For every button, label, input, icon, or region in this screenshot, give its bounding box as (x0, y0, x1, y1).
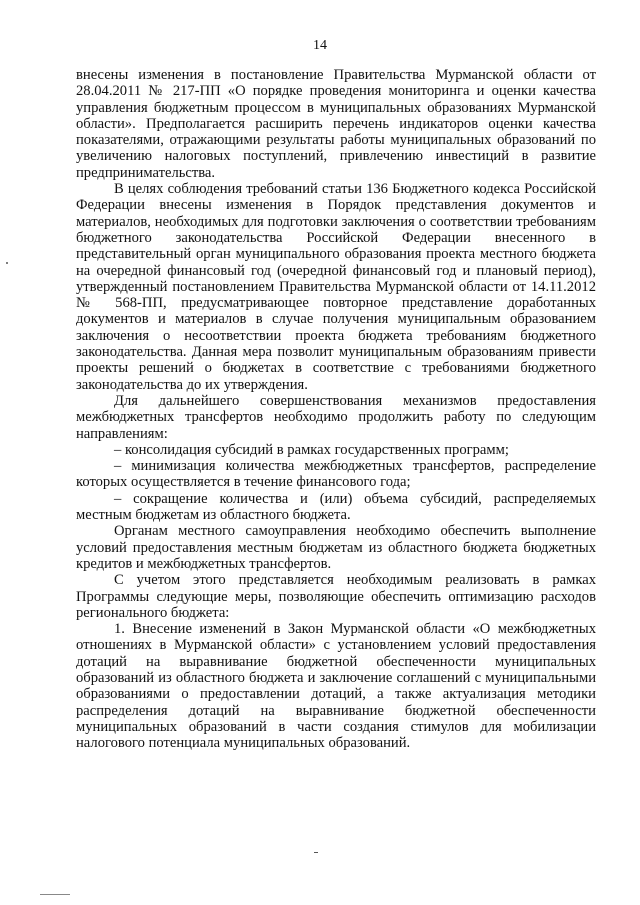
scan-artifact-dash (314, 852, 318, 853)
paragraph-budget-code: В целях соблюдения требований статьи 136 Бюджетного кодекса Российской Федерации внесены изменения в Порядок представления документов и материалов, необходимых для подготовки заключения о соответствии требованиям бюджетного законодательства Российской Федерации внесенного в представительный орган муниципального образования проекта местного бюджета на очередной финансовый год (очередной финансовый год и плановый период), утвержденный постановлением Правительства Мурманской области от 14.11.2012 № 568-ПП, предусматривающее повторное представление доработанных документов и материалов в случае получения муниципальным образованием заключения о несоответствии проекта бюджета требованиям бюджетного законодательства. Данная мера позволит муниципальным образованиям привести проекты решений о бюджетах в соответствие с требованиями бюджетного законодательства до их утверждения. (76, 181, 596, 393)
scan-artifact-mark (6, 262, 8, 264)
list-item-reduction: – сокращение количества и (или) объема субсидий, распределяемых местным бюджетам из областного бюджета. (76, 490, 596, 524)
body-text (76, 67, 596, 751)
list-item-minimization: – минимизация количества межбюджетных трансфертов, распределение которых осуществляется в течение финансового года; (76, 458, 596, 491)
paragraph-program-measures: С учетом этого представляется необходимым реализовать в рамках Программы следующие меры, позволяющие обеспечить оптимизацию расходов регионального бюджета: (76, 572, 596, 621)
paragraph-measure-1: 1. Внесение изменений в Закон Мурманской области «О межбюджетных отношениях в Мурманской области» с установлением условий предоставления дотаций на выравнивание бюджетной обеспеченности муниципальных образований из областного бюджета и заключение соглашений с муниципальными образованиями о предоставлении дотаций, а также актуализация методики распределения дотаций на выравнивание бюджетной обеспеченности муниципальных образований в части создания стимулов для мобилизации налогового потенциала муниципальных образований. (76, 621, 596, 752)
paragraph-transfers-intro: Для дальнейшего совершенствования механизмов предоставления межбюджетных трансфертов необходимо продолжить работу по следующим направлениям: (76, 392, 596, 442)
paragraph-continuation: внесены изменения в постановление Правительства Мурманской области от 28.04.2011 № 217-ПП «О порядке проведения мониторинга и оценки качества управления бюджетным процессом в муниципальных образованиях Мурманской области». Предполагается расширить перечень индикаторов оценки качества показателями, отражающими результаты работы муниципальных образований по увеличению налоговых поступлений, привлечению инвестиций в развитие предпринимательства. (76, 67, 596, 181)
list-item-consolidation: – консолидация субсидий в рамках государственных программ; (114, 441, 509, 458)
footer-rule (40, 894, 70, 895)
paragraph-local-authorities: Органам местного самоуправления необходимо обеспечить выполнение условий предоставления местным бюджетам из областного бюджета бюджетных кредитов и межбюджетных трансфертов. (76, 523, 596, 572)
page-number: 14 (313, 38, 327, 53)
